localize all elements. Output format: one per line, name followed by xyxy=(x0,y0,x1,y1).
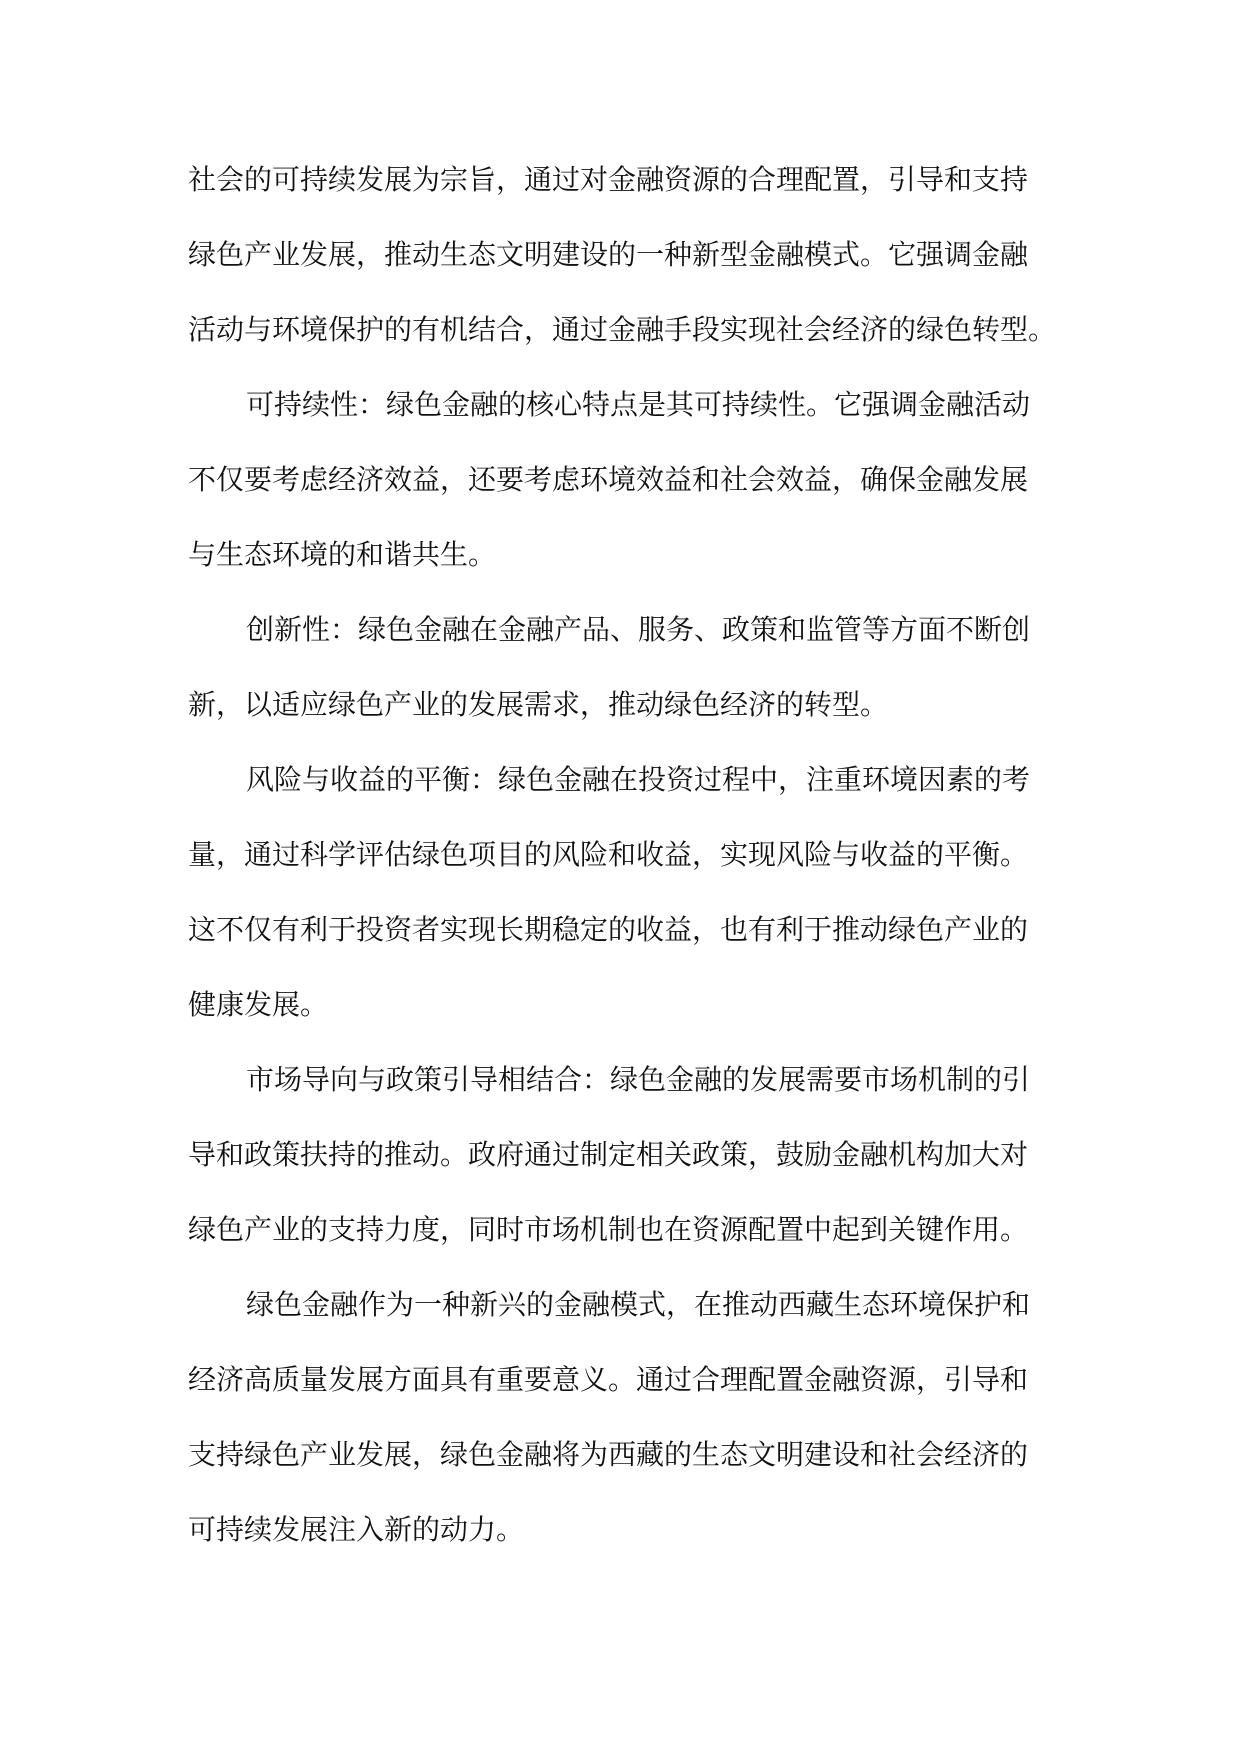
text-line: 活动与环境保护的有机结合，通过金融手段实现社会经济的绿色转型。 xyxy=(188,313,1057,346)
paragraph-first-line: 创新性：绿色金融在金融产品、服务、政策和监管等方面不断创 xyxy=(246,613,1031,646)
paragraph-first-line: 可持续性：绿色金融的核心特点是其可持续性。它强调金融活动 xyxy=(246,388,1031,421)
text-line: 绿色产业的支持力度，同时市场机制也在资源配置中起到关键作用。 xyxy=(188,1213,1029,1246)
text-line: 经济高质量发展方面具有重要意义。通过合理配置金融资源，引导和 xyxy=(188,1363,1029,1396)
text-line: 健康发展。 xyxy=(188,988,329,1021)
text-line: 导和政策扶持的推动。政府通过制定相关政策，鼓励金融机构加大对 xyxy=(188,1138,1029,1171)
text-line: 新，以适应绿色产业的发展需求，推动绿色经济的转型。 xyxy=(188,688,889,721)
text-line: 与生态环境的和谐共生。 xyxy=(188,538,497,571)
text-line: 绿色产业发展，推动生态文明建设的一种新型金融模式。它强调金融 xyxy=(188,238,1029,271)
body-text xyxy=(188,142,1058,1567)
text-line: 可持续发展注入新的动力。 xyxy=(188,1513,525,1546)
text-line: 支持绿色产业发展，绿色金融将为西藏的生态文明建设和社会经济的 xyxy=(188,1438,1029,1471)
paragraph-first-line: 风险与收益的平衡：绿色金融在投资过程中，注重环境因素的考 xyxy=(246,763,1031,796)
text-line: 这不仅有利于投资者实现长期稳定的收益，也有利于推动绿色产业的 xyxy=(188,913,1029,946)
paragraph-first-line: 绿色金融作为一种新兴的金融模式，在推动西藏生态环境保护和 xyxy=(246,1288,1031,1321)
text-line: 社会的可持续发展为宗旨，通过对金融资源的合理配置，引导和支持 xyxy=(188,163,1029,196)
text-line: 量，通过科学评估绿色项目的风险和收益，实现风险与收益的平衡。 xyxy=(188,838,1029,871)
paragraph-first-line: 市场导向与政策引导相结合：绿色金融的发展需要市场机制的引 xyxy=(246,1063,1031,1096)
text-line: 不仅要考虑经济效益，还要考虑环境效益和社会效益，确保金融发展 xyxy=(188,463,1029,496)
